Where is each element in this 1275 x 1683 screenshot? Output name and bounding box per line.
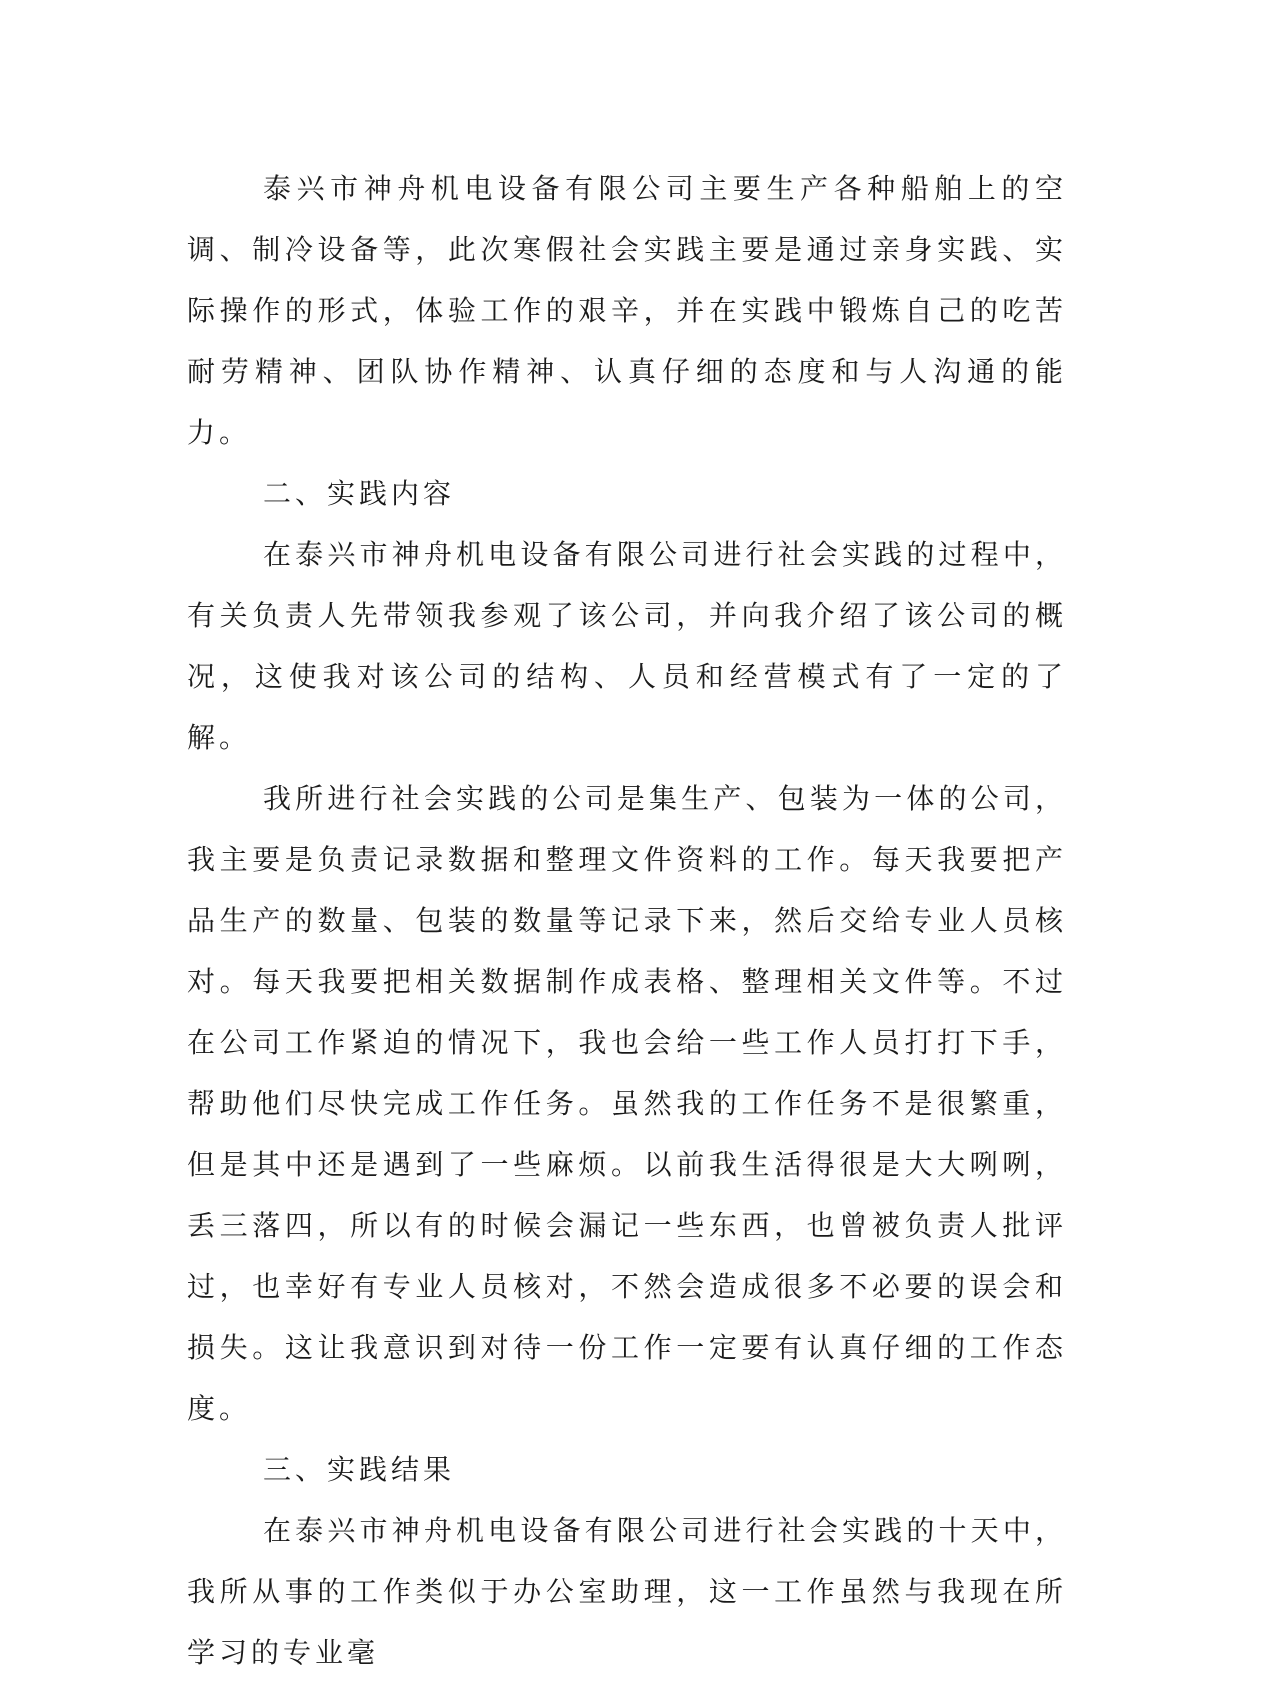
paragraph-company-intro: 在泰兴市神舟机电设备有限公司进行社会实践的过程中，有关负责人先带领我参观了该公司，并向我介绍了该公司的概况，这使我对该公司的结构、人员和经营模式有了一定的了解。	[187, 538, 1067, 754]
paragraph-purpose: 泰兴市神舟机电设备有限公司主要生产各种船舶上的空调、制冷设备等，此次寒假社会实践主要是通过亲身实践、实际操作的形式，体验工作的艰辛，并在实践中锻炼自己的吃苦耐劳精神、团队协作精神、认真仔细的态度和与人沟通的能力。	[187, 172, 1067, 449]
paragraph-work-duties: 我所进行社会实践的公司是集生产、包装为一体的公司，我主要是负责记录数据和整理文件资料的工作。每天我要把产品生产的数量、包装的数量等记录下来，然后交给专业人员核对。每天我要把相关数据制作成表格、整理相关文件等。不过在公司工作紧迫的情况下，我也会给一些工作人员打打下手，帮助他们尽快完成工作任务。虽然我的工作任务不是很繁重，但是其中还是遇到了一些麻烦。以前我生活得很是大大咧咧，丢三落四，所以有的时候会漏记一些东西，也曾被负责人批评过，也幸好有专业人员核对，不然会造成很多不必要的误会和损失。这让我意识到对待一份工作一定要有认真仔细的工作态度。	[187, 782, 1067, 1425]
section-heading-practice-results: 三、实践结果	[263, 1453, 456, 1486]
paragraph-results: 在泰兴市神舟机电设备有限公司进行社会实践的十天中，我所从事的工作类似于办公室助理，这一工作虽然与我现在所学习的专业毫	[187, 1514, 1067, 1669]
document-body	[187, 158, 1067, 1683]
section-heading-practice-content: 二、实践内容	[263, 477, 456, 510]
